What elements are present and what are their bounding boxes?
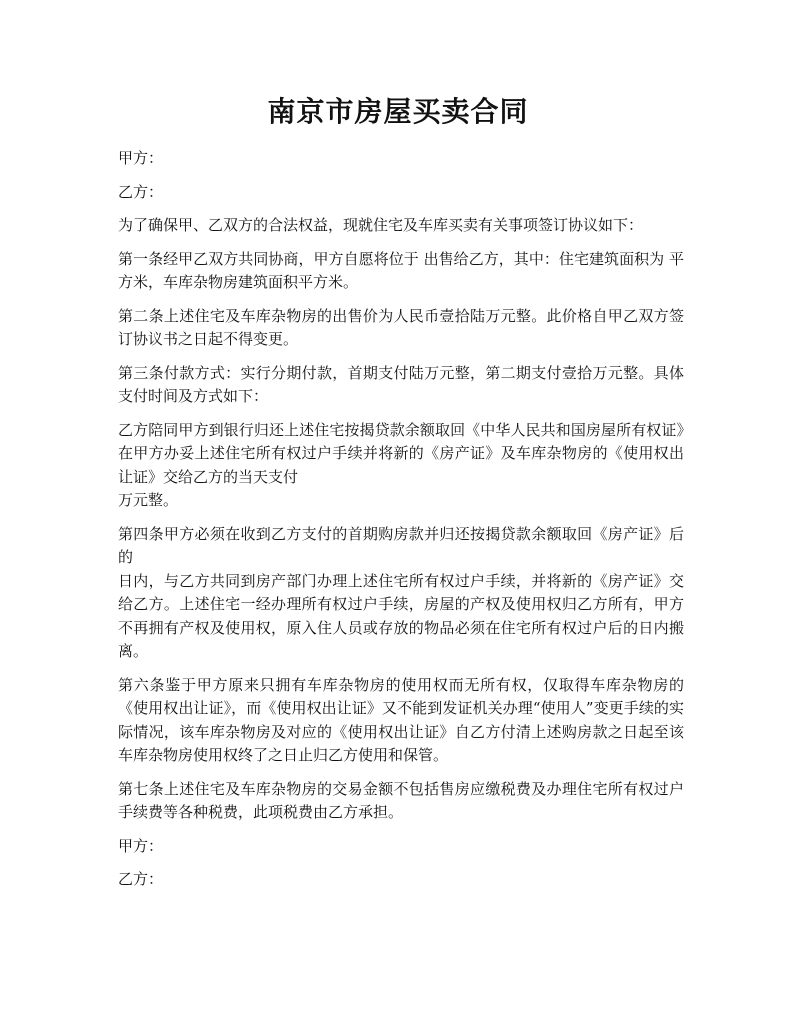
paragraph-line: 甲方： — [118, 836, 164, 855]
paragraph-line: 甲方： — [118, 149, 164, 167]
article-3-paragraph — [118, 362, 684, 409]
paragraph-line: 为了确保甲、乙双方的合法权益，现就住宅及车库买卖有关事项签订协议如下： — [118, 216, 644, 234]
paragraph-line: 乙方陪同甲方到银行归还上述住宅按揭贷款余额取回《中华人民共和国房屋所有权证》在甲方办妥上述住宅所有权过户手续并将新的《房产证》及车库杂物房的《使用权出让证》交给乙方的当天支付 — [118, 420, 684, 486]
paragraph-line: 万元整。 — [118, 491, 179, 509]
paragraph-line: 乙方： — [118, 870, 164, 888]
document-title: 南京市房屋买卖合同 — [267, 95, 529, 128]
payment-detail-paragraph — [118, 419, 684, 513]
article-2-paragraph — [118, 305, 684, 352]
paragraph-line: 第二条上述住宅及车库杂物房的出售价为人民币壹拾陆万元整。此价格自甲乙双方签订协议书之日起不得变更。 — [118, 306, 684, 348]
paragraph-line: 乙方： — [118, 182, 164, 201]
paragraph-line: 日内，与乙方共同到房产部门办理上述住宅所有权过户手续，并将新的《房产证》交给乙方。上述住宅一经办理所有权过户手续，房屋的产权及使用权归乙方所有，甲方不再拥有产权及使用权，原入住人员或存放的物品必须在住宅所有权过户后的日内搬离。 — [118, 571, 684, 660]
article-4-paragraph — [118, 523, 684, 664]
sign-party-b-line — [118, 868, 684, 892]
document-body — [118, 147, 684, 902]
article-6-paragraph — [118, 674, 684, 768]
paragraph-line: 第六条鉴于甲方原来只拥有车库杂物房的使用权而无所有权，仅取得车库杂物房的《使用权出让证》，而《使用权出让证》又不能到发证机关办理“使用人”变更手续的实际情况，该车库杂物房及对应的《使用权出让证》自乙方付清上述购房款之日起至该车库杂物房使用权终了之日止归乙方使用和保管。 — [118, 675, 684, 764]
article-7-paragraph — [118, 778, 684, 825]
party-a-line — [118, 147, 684, 171]
paragraph-line: 第一条经甲乙双方共同协商，甲方自愿将位于 出售给乙方，其中：住宅建筑面积为 平方米，车库杂物房建筑面积平方米。 — [118, 249, 684, 291]
article-1-paragraph — [118, 248, 684, 295]
paragraph-line: 第四条甲方必须在收到乙方支付的首期购房款并归还按揭贷款余额取回《房产证》后的 — [118, 524, 684, 566]
party-b-line — [118, 181, 684, 205]
intro-paragraph — [118, 214, 684, 238]
sign-party-a-line — [118, 835, 684, 859]
paragraph-line: 第七条上述住宅及车库杂物房的交易金额不包括售房应缴税费及办理住宅所有权过户手续费等各种税费，此项税费由乙方承担。 — [118, 779, 684, 821]
paragraph-line: 第三条付款方式：实行分期付款，首期支付陆万元整，第二期支付壹拾万元整。具体支付时间及方式如下： — [118, 363, 684, 405]
